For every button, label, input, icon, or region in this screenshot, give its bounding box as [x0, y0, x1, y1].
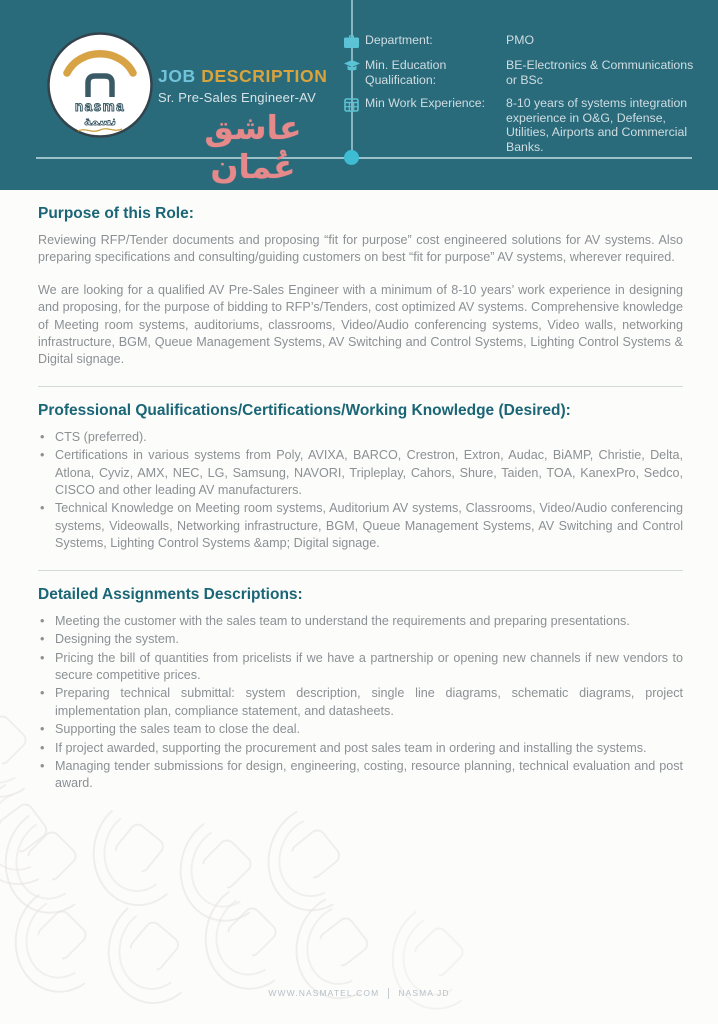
section-heading-purpose: Purpose of this Role:: [38, 205, 194, 222]
meta-label: Min Work Experience:: [365, 96, 486, 110]
logo-brand-text: nasma: [74, 99, 126, 114]
calendar-icon: [338, 96, 365, 112]
graduation-cap-icon: [338, 58, 365, 73]
meta-value: 8-10 years of systems integration experience in O&G, Defense, Utilities, Airports and Commercial Banks.: [506, 96, 688, 154]
section-divider: [38, 570, 683, 571]
logo-brand-arabic: نسمة: [83, 114, 117, 128]
page-footer: [0, 988, 718, 999]
assignments-list: [38, 613, 683, 793]
qualifications-list: [38, 429, 683, 553]
section-divider: [38, 386, 683, 387]
title-block: [158, 66, 327, 105]
list-item: • Technical Knowledge on Meeting room systems, Auditorium AV systems, Classrooms, Video/Audio conferencing systems, Videowalls, Networking infrastructure, BGM, Queue Management Systems, AV Switching and Control Systems, Lighting Control Systems &amp; Digital signage.: [38, 500, 683, 552]
list-item: • Preparing technical submittal: system description, single line diagrams, schematic diagrams, project implementation plan, compliance statement, and datasheets.: [38, 685, 683, 720]
list-item: • If project awarded, supporting the procurement and post sales team in ordering and installing the systems.: [38, 740, 683, 757]
briefcase-icon: [338, 33, 365, 49]
list-item: • Pricing the bill of quantities from pricelists if we have a partnership or opening new channels if new vendors to secure competitive prices.: [38, 650, 683, 685]
footer-website: WWW.NASMATEL.COM: [268, 988, 380, 998]
list-item: • Designing the system.: [38, 631, 683, 648]
list-item: • Certifications in various systems from Poly, AVIXA, BARCO, Crestron, Extron, Audac, BiAMP, Christie, Delta, Atlona, Cyviz, AMX, NEC, LG, Samsung, NAVORI, Tripleplay, Cahors, Shure, Taiden, TOA, KanexPro, Sedco, CISCO and other leading AV manufacturers.: [38, 447, 683, 499]
meta-value: PMO: [506, 33, 535, 47]
meta-value: BE-Electronics & Communications or BSc: [506, 58, 694, 87]
page-title: [158, 66, 327, 87]
list-item: • CTS (preferred).: [38, 429, 683, 446]
nasma-logo-graphic: [46, 31, 154, 139]
list-item: • Managing tender submissions for design, engineering, costing, resource planning, technical evaluation and post award.: [38, 758, 683, 793]
meta-row-experience: [338, 96, 702, 154]
meta-label: Min. Education Qualification:: [365, 58, 447, 87]
list-item: • Meeting the customer with the sales team to understand the requirements and preparing presentations.: [38, 613, 683, 630]
document-body: [38, 190, 683, 799]
logo-watermark: [15, 885, 111, 997]
job-subtitle: Sr. Pre-Sales Engineer-AV: [158, 90, 316, 105]
purpose-paragraph-1: Reviewing RFP/Tender documents and proposing “fit for purpose” cost engineered solutions for AV systems. Also preparing specifications and consulting/guiding customers on best “fit for purpose” AV systems, wherever required.: [38, 233, 683, 265]
meta-row-education: [338, 58, 702, 87]
arabic-watermark: عاشق عُمان: [204, 109, 302, 185]
job-meta: [338, 33, 702, 163]
header-band: [0, 0, 718, 190]
title-job: JOB: [158, 66, 196, 86]
section-heading-assignments: Detailed Assignments Descriptions:: [38, 585, 303, 603]
footer-doc-label: NASMA JD: [398, 988, 450, 998]
company-logo: [46, 31, 154, 139]
section-heading-qualifications: Professional Qualifications/Certifications/Working Knowledge (Desired):: [38, 401, 571, 419]
logo-watermark: [205, 882, 301, 994]
list-item: • Supporting the sales team to close the deal.: [38, 721, 683, 738]
meta-row-department: [338, 33, 702, 49]
title-description: DESCRIPTION: [201, 66, 328, 86]
meta-label: Department:: [365, 33, 433, 47]
footer-separator: [388, 988, 389, 999]
purpose-paragraph-2: We are looking for a qualified AV Pre-Sales Engineer with a minimum of 8-10 years’ work experience in designing and proposing, for the purpose of bidding to RFP’s/Tenders, cost optimized AV systems. Comprehensive knowledge of Meeting room systems, auditoriums, classrooms, Video/Audio conferencing systems, Video walls, networking infrastructure, BGM, Queue Management Systems, AV Switching and Control Systems, Lighting Control Systems & Digital signage.: [38, 282, 683, 367]
